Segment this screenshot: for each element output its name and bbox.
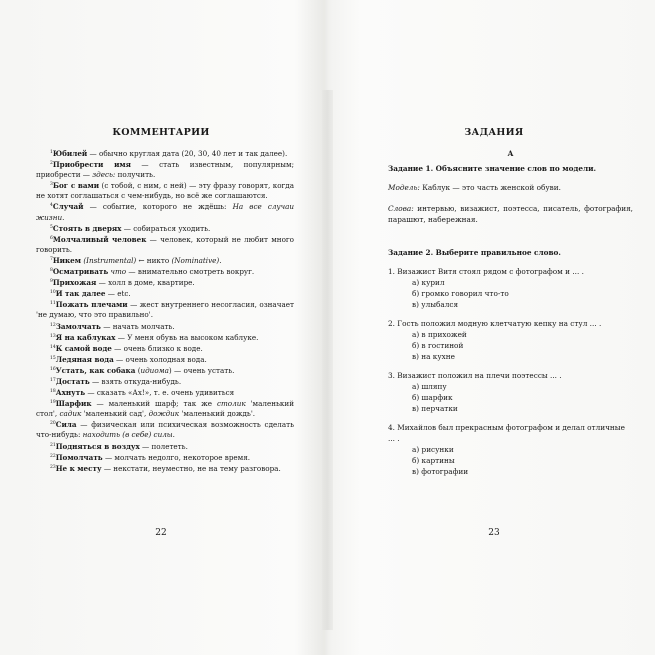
note-number: 6 [50,235,53,241]
answer-option: а) в прихожей [412,330,467,339]
answer-option: б) в гостиной [412,341,464,350]
words-list [388,203,633,225]
answer-option: а) рисунки [412,445,454,454]
comment-note [36,354,294,365]
answer-option: б) картины [412,456,455,465]
note-italic: что [110,267,127,277]
note-term: Случай [52,202,84,212]
note-text: 'маленький стол', [36,399,294,419]
task-title: Задание 2. Выберите правильное слово. [388,248,561,257]
comment-note [36,398,294,419]
note-number: 11 [50,301,56,307]
note-text: — внимательно смотреть вокруг. [126,267,255,277]
comment-note [36,148,294,159]
note-term: К самой воде [55,343,112,353]
note-text: — жест внутреннего несогласия, означает 'не думаю, что это правильно'. [36,300,294,320]
comment-note [36,387,294,398]
answer-option: а) шляпу [412,382,447,391]
note-text: (с тобой, с ним, с ней) — эту фразу говорят, когда не хотят соглашаться с чем-нибудь, но всё же соглашаются. [36,181,294,201]
note-text: — взять откуда-нибудь. [89,376,182,386]
note-number: 5 [50,224,53,230]
note-term: Стоять в дверях [52,223,122,233]
note-term: Приобрести имя [52,160,131,170]
note-term: Я на каблуках [55,332,116,342]
right-page [333,0,655,655]
comment-note [36,288,294,299]
words-text: интервью, визажист, поэтесса, писатель, фотография, парашют, набережная. [388,204,633,224]
note-number: 10 [50,290,56,296]
note-text: — очень близко к воде. [111,343,203,353]
note-term: И так далее [55,289,106,299]
note-number: 8 [50,268,53,274]
book-gutter [322,90,333,630]
note-number: 23 [50,464,56,470]
comment-note [36,223,294,234]
page-heading: КОММЕНТАРИИ [112,127,210,138]
comment-note [36,159,294,180]
note-text: получить. [115,170,156,180]
note-number: 1 [50,150,53,155]
note-number: 2 [50,161,53,167]
answer-option: б) шарфик [412,393,453,402]
note-term: Подняться в воздух [55,441,140,451]
comment-note [36,463,294,474]
answer-options [412,381,633,414]
note-text: ← никто [136,255,172,265]
question-text: 2. Гость положил модную клетчатую кепку на стул ... . [388,319,602,328]
answer-option: а) курил [412,278,445,287]
tasks-section [388,148,633,485]
page-number: 23 [488,528,500,538]
note-number: 18 [50,389,56,395]
note-italic: идиома [140,365,169,375]
note-italic: находить (в себе) силы. [82,430,175,440]
note-number: 7 [50,256,53,262]
note-text: — полететь. [139,441,188,451]
comment-note [36,234,294,255]
comment-note [36,419,294,440]
note-number: 22 [50,453,56,459]
note-text: . [219,255,222,265]
answer-option: в) улыбался [412,300,459,309]
note-italic: дождик [148,409,180,419]
question-text: 3. Визажист положил на плечи поэтессы ... . [388,371,562,380]
note-term: Пожать плечами [55,300,128,310]
page-number: 22 [155,528,167,538]
comment-note [36,255,294,266]
note-italic: (Instrumental) [83,255,137,265]
comment-note [36,365,294,376]
note-term: Юбилей [52,149,88,158]
answer-options [412,277,633,310]
comment-note [36,441,294,452]
note-number: 21 [50,442,56,448]
answer-options [412,329,633,362]
note-text: — начать молчать. [100,321,175,331]
questions-list [388,266,633,477]
answer-option: в) перчатки [412,404,458,413]
note-term: Шарфик [55,399,92,409]
note-text: — маленький шарф; так же [91,399,217,409]
comment-note [36,201,294,222]
left-page [0,0,322,655]
note-text: — собираться уходить. [121,223,211,233]
note-text: 'маленький дождь'. [179,409,256,419]
note-term: Помолчать [55,452,103,462]
note-italic: столик [216,399,246,409]
comment-note [36,277,294,288]
answer-option: в) на кухне [412,352,455,361]
note-text: — стать известным, популярным; приобрести — [36,160,294,180]
note-number: 12 [50,322,56,328]
note-text: — событие, которого не ждёшь: [83,202,233,212]
note-text: — физическая или психическая возможность сделать что-нибудь: [36,420,294,440]
note-text: — обычно круглая дата (20, 30, 40 лет и так далее). [87,149,288,158]
note-text: — холл в доме, квартире. [96,278,195,288]
note-italic: (Nominative) [171,255,220,265]
note-term: Достать [55,376,90,386]
note-text: — У меня обувь на высоком каблуке. [115,332,259,342]
answer-option: б) громко говорил что-то [412,289,509,298]
note-term: Ахнуть [55,388,86,398]
note-number: 15 [50,355,56,361]
model-example [388,182,633,193]
comments-list [36,148,294,474]
note-text: — некстати, неуместно, не на тему разговора. [101,463,281,473]
answer-options [412,444,633,477]
note-number: 9 [50,279,53,285]
model-text: Каблук — это часть женской обуви. [419,183,561,192]
note-term: Устать, как собака [55,365,136,375]
note-text: ( [135,365,141,375]
note-term: Прихожая [52,278,97,288]
model-label: Модель: [388,183,420,192]
note-text: — молчать недолго, некоторое время. [102,452,251,462]
note-term: Осматривать [52,267,109,277]
note-term: Бог с вами [52,181,100,191]
comment-note [36,343,294,354]
note-text: 'маленький сад', [81,409,149,419]
task-title: Задание 1. Объясните значение слов по модели. [388,164,597,173]
comment-note [36,452,294,463]
note-text: — человек, который не любит много говорить. [36,234,295,254]
note-number: 13 [50,333,56,339]
note-italic: На все случаи жизни. [36,202,294,222]
comment-note [36,180,294,201]
note-italic: садик [59,409,82,419]
comment-note [36,376,294,387]
note-term: Никем [52,255,82,265]
comment-note [36,299,294,320]
comment-note [36,266,294,277]
section-letter: А [507,149,514,158]
comment-note [36,332,294,343]
page-heading: ЗАДАНИЯ [464,127,524,138]
note-number: 14 [50,344,56,350]
note-term: Молчаливый человек [52,234,147,244]
note-text: — etc. [105,289,131,299]
note-number: 20 [50,421,56,427]
comment-note [36,321,294,332]
answer-option: в) фотографии [412,467,469,476]
words-label: Слова: [388,204,414,213]
note-number: 4 [50,203,53,209]
question-text: 4. Михайлов был прекрасным фотографом и делал отличные ... . [388,423,625,443]
note-term: Ледяная вода [55,354,114,364]
note-term: Замолчать [55,321,101,331]
note-number: 19 [50,400,56,406]
note-text: ) — очень устать. [168,365,235,375]
note-text: — сказать «Ах!», т. е. очень удивиться [85,388,235,398]
question-text: 1. Визажист Витя стоял рядом с фотографом и ... . [388,267,584,276]
note-italic: здесь: [92,170,116,180]
note-number: 3 [50,182,53,188]
note-number: 17 [50,377,56,383]
note-number: 16 [50,366,56,372]
note-text: — очень холодная вода. [113,354,207,364]
note-term: Не к месту [55,463,102,473]
note-term: Сила [55,420,77,430]
